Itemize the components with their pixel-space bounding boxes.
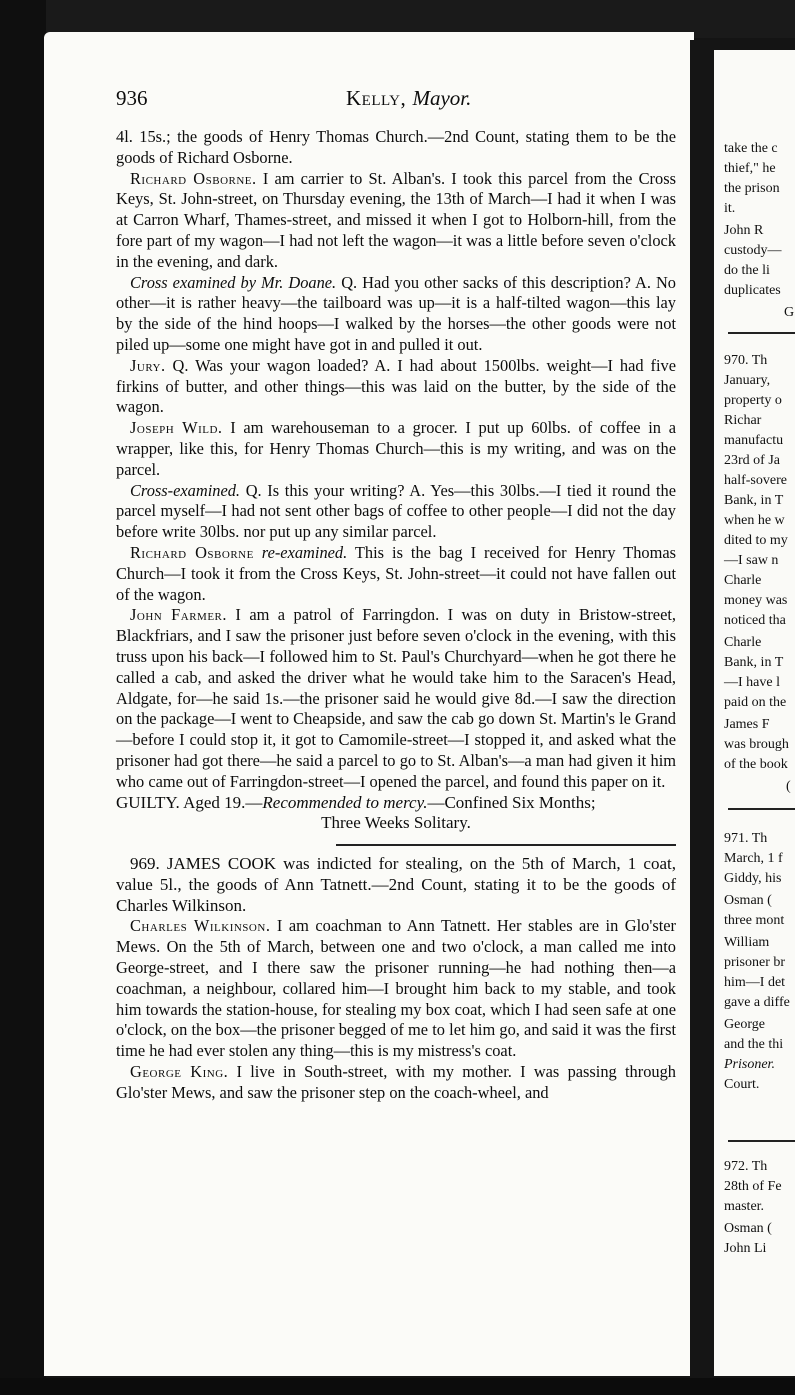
facing-line: Charle bbox=[724, 635, 762, 650]
section-divider bbox=[336, 844, 676, 846]
facing-line: Charle bbox=[724, 573, 762, 588]
facing-line: three mont bbox=[724, 913, 785, 928]
facing-line: John R bbox=[724, 223, 764, 238]
facing-line: was brough bbox=[724, 737, 789, 752]
paragraph-7 bbox=[116, 543, 676, 605]
facing-line: G bbox=[784, 305, 795, 320]
facing-line: Bank, in T bbox=[724, 493, 784, 508]
facing-divider bbox=[728, 332, 795, 334]
facing-line: take the c bbox=[724, 141, 778, 156]
facing-line: noticed tha bbox=[724, 613, 786, 628]
facing-line: Bank, in T bbox=[724, 655, 784, 670]
running-head-name: Kelly, bbox=[346, 86, 407, 110]
witness-name: George King. bbox=[130, 1062, 229, 1082]
facing-line: master. bbox=[724, 1199, 765, 1214]
facing-line: Court. bbox=[724, 1077, 760, 1092]
paragraph-5 bbox=[116, 418, 676, 480]
testimony: I am carrier to St. Alban's. I took this parcel from the Cross Keys, St. John-street, on Thursday evening, the 13th of March—I had it when I was at Carron Wharf, Thames-street, and missed it when I got to Holborn-hill, from the fore part of my wagon—I had not left the wagon—it was a little before seven o'clock in the evening, and dark. bbox=[116, 168, 676, 271]
testimony: This is the bag I received for Henry Thomas Church—I took it from the Cross Keys, St. John-street—it could not have fallen out of the wagon. bbox=[116, 542, 677, 604]
witness-name: Richard Osborne bbox=[130, 542, 254, 562]
facing-divider bbox=[728, 1140, 795, 1142]
testimony: I am warehouseman to a grocer. I put up 60lbs. of coffee in a wrapper, like this, for Henry Thomas Church—this is my writing, and was on the parcel. bbox=[116, 418, 676, 479]
witness-name: John Farmer. bbox=[130, 605, 227, 625]
paragraph-1: 4l. 15s.; the goods of Henry Thomas Church.—2nd Count, stating them to be the goods of Richard Osborne. bbox=[116, 127, 676, 167]
examination-lead: Cross examined by Mr. Doane. bbox=[130, 272, 337, 292]
paragraph-8 bbox=[116, 605, 676, 792]
facing-line: Prisoner. bbox=[724, 1057, 775, 1072]
witness-name: Richard Osborne. bbox=[130, 168, 257, 188]
facing-line: the prison bbox=[724, 181, 780, 196]
verdict-solitary: Three Weeks Solitary. bbox=[321, 813, 471, 833]
facing-line: 972. Th bbox=[724, 1159, 768, 1174]
paragraph-10 bbox=[116, 1062, 676, 1104]
testimony: Q. Was your wagon loaded? A. I had about 1500lbs. weight—I had five firkins of butter, and other things—this was laid on the butter, by the side of the wagon. bbox=[116, 355, 676, 417]
facing-line: January, bbox=[724, 373, 771, 388]
examination-lead: re-examined. bbox=[253, 542, 348, 562]
case-969-heading: 969. JAMES COOK was indicted for stealing, on the 5th of March, 1 coat, value 5l., the goods of Ann Tatnett.—2nd Count, stating it to be the goods of Charles Wilkinson. bbox=[116, 854, 676, 915]
paragraph-2 bbox=[116, 169, 676, 273]
testimony: Q. Had you other sacks of this description? A. No other—it is rather heavy—the tailboard was up—it is a half-tilted wagon—this lay by the side of the hind hoops—I walked by the horses—the other goods were not piled up—some one might have got in and pulled it out. bbox=[116, 272, 676, 354]
running-head-title: Mayor. bbox=[412, 86, 472, 110]
page-header bbox=[116, 86, 686, 116]
facing-line: 23rd of Ja bbox=[724, 453, 780, 468]
testimony: I live in South-street, with my mother. I was passing through Glo'ster Mews, and saw the prisoner step on the coach-wheel, and bbox=[116, 1062, 676, 1102]
facing-line: 28th of Fe bbox=[724, 1179, 782, 1194]
testimony: Q. Is this your writing? A. Yes—this 30lbs.—I tied it round the parcel myself—I had not sent other bags of coffee to other people—I did not the day before write 30lbs. nor put up any similar parcel. bbox=[116, 480, 676, 542]
facing-line: it. bbox=[724, 201, 736, 216]
facing-line: Osman ( bbox=[724, 1221, 772, 1236]
running-head bbox=[346, 86, 471, 111]
paragraph-3 bbox=[116, 273, 676, 356]
facing-divider bbox=[728, 808, 795, 810]
facing-line: ( bbox=[786, 779, 791, 794]
paragraph-9 bbox=[116, 916, 676, 1062]
facing-line: George bbox=[724, 1017, 765, 1032]
facing-line: —I saw n bbox=[724, 553, 779, 568]
facing-line: 970. Th bbox=[724, 353, 768, 368]
facing-line: 971. Th bbox=[724, 831, 768, 846]
scan-left-border bbox=[0, 0, 46, 1395]
verdict-guilty: GUILTY. Aged 19.— bbox=[116, 792, 263, 812]
facing-line: manufactu bbox=[724, 433, 784, 448]
facing-line: James F bbox=[724, 717, 770, 732]
page-body bbox=[116, 127, 676, 1104]
facing-line: duplicates bbox=[724, 283, 781, 298]
page-number: 936 bbox=[116, 86, 148, 110]
facing-page bbox=[714, 50, 795, 1376]
facing-line: Richar bbox=[724, 413, 762, 428]
facing-line: custody— bbox=[724, 243, 782, 258]
witness-name: Joseph Wild. bbox=[130, 418, 223, 438]
facing-line: and the thi bbox=[724, 1037, 784, 1052]
testimony: I am a patrol of Farringdon. I was on duty in Bristow-street, Blackfriars, and I saw the prisoner just before seven o'clock in the evening, with this truss upon his back—I followed him to St. Paul's Churchyard—when he got there he called a cab, and asked the driver what he would take him to the Saracen's Head, Aldgate, for—he said 1s.—the prisoner said he would give 8d.—I saw the direction on the package—I went to Cheapside, and saw the cab go down St. Martin's le Grand—before I could stop it, it got to Camomile-street—I stopped it, and asked what the prisoner had got there—he said a parcel to go to St. Alban's—a man had given it him who came out of Farringdon-street—I opened the parcel, and found this paper on it. bbox=[116, 605, 677, 791]
facing-line: do the li bbox=[724, 263, 770, 278]
facing-line: him—I det bbox=[724, 975, 786, 990]
facing-line: of the book bbox=[724, 757, 788, 772]
verdict-sentence: —Confined Six Months; bbox=[427, 792, 596, 812]
facing-line: thief," he bbox=[724, 161, 776, 176]
paragraph-4 bbox=[116, 356, 676, 418]
facing-line: prisoner br bbox=[724, 955, 786, 970]
facing-line: Giddy, his bbox=[724, 871, 782, 886]
examination-lead: Cross-examined. bbox=[130, 480, 241, 500]
witness-name: Jury. bbox=[130, 355, 166, 375]
facing-line: money was bbox=[724, 593, 788, 608]
testimony: I am coachman to Ann Tatnett. Her stables are in Glo'ster Mews. On the 5th of March, between one and two o'clock, a man called me into George-street, and I there saw the prisoner running—he had nothing then—a coachman, a neighbour, collared him—I brought him back to my stable, and took him towards the station-house, for stealing my box coat, which I had seen safe at one o'clock, on the box—the prisoner begged of me to let him go, and said it was the first time he had ever stolen any thing—this is my mistress's coat. bbox=[116, 916, 676, 1061]
facing-line: John Li bbox=[724, 1241, 767, 1256]
paragraph-6 bbox=[116, 481, 676, 543]
facing-line: half-sovere bbox=[724, 473, 787, 488]
facing-line: March, 1 f bbox=[724, 851, 783, 866]
facing-line: William bbox=[724, 935, 770, 950]
facing-line: Osman ( bbox=[724, 893, 772, 908]
facing-line: gave a diffe bbox=[724, 995, 790, 1010]
verdict bbox=[116, 793, 676, 814]
facing-line: property o bbox=[724, 393, 782, 408]
verdict-recommendation: Recommended to mercy. bbox=[262, 792, 428, 812]
facing-line: paid on the bbox=[724, 695, 787, 710]
scan-bottom-border bbox=[0, 1378, 795, 1395]
facing-line: dited to my bbox=[724, 533, 788, 548]
facing-line: —I have l bbox=[724, 675, 780, 690]
facing-line: when he w bbox=[724, 513, 785, 528]
witness-name: Charles Wilkinson. bbox=[130, 916, 271, 936]
